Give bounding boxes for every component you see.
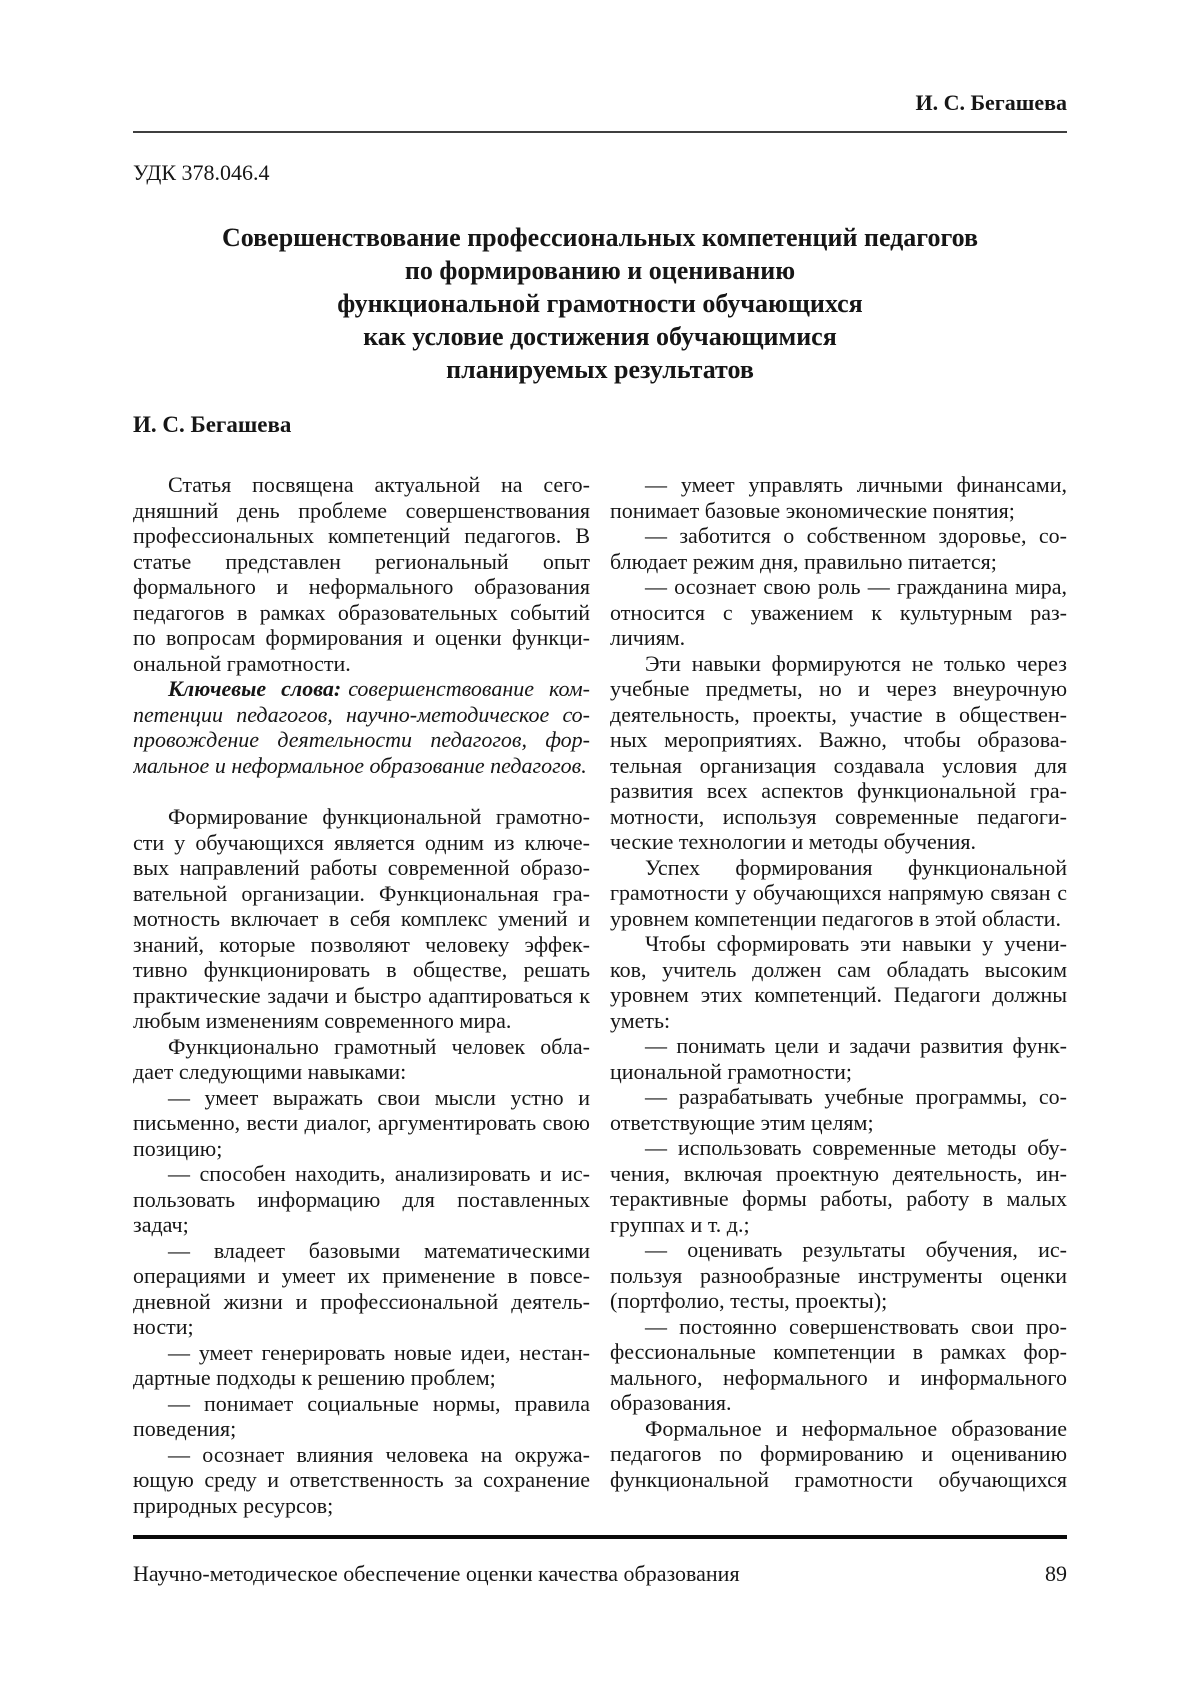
footer-journal-title: Научно-методическое обеспечение оценки качества образования [133,1561,740,1586]
header-rule [133,131,1067,133]
left-column [133,472,590,1530]
body-paragraph: Эти навыки формируются не только через учебные предметы, но и через внеурочную деятельность, проекты, участие в общественных мероприятиях. Важно, чтобы образовательная организация создавала условия для развития всех аспектов функциональной грамотности, используя современные педагогические технологии и методы обучения. [610,650,1067,854]
body-paragraph: Формирование функциональной грамотности у обучающихся является одним из ключевых направлений работы современной образовательной организации. Функциональная грамотность включает в себя комплекс умений и знаний, которые позволяют человеку эффективно функционировать в обществе, решать практические задачи и быстро адаптироваться к любым изменениям современного мира. [133,804,590,1033]
list-item: — способен находить, анализировать и использовать информацию для поставленных задач; [133,1161,590,1237]
author-name: И. С. Бегашева [133,412,292,437]
list-item: — использовать современные методы обучения, включая проектную деятельность, интерактивные формы работы, работу в малых группах и т. д.; [610,1135,1067,1237]
list-item: — постоянно совершенствовать свои профессиональные компетенции в рамках формального, неформального и информального образования. [610,1313,1067,1415]
title-line: планируемых результатов [446,355,754,384]
abstract-paragraph: Статья посвящена актуальной на сегодняшний день проблеме совершенствования профессиональных компетенций педагогов. В статье представлен региональный опыт формального и неформального образования педагогов в рамках образовательных событий по вопросам формирования и оценки функциональной грамотности. [133,472,590,676]
udc-code: УДК 378.046.4 [133,160,270,185]
body-paragraph: Успех формирования функциональной грамотности у обучающихся напрямую связан с уровнем компетенции педагогов в этой области. [610,854,1067,931]
list-item: — заботится о собственном здоровье, соблюдает режим дня, правильно питается; [610,523,1067,574]
footer-rule [133,1535,1067,1539]
title-line: функциональной грамотности обучающихся [337,289,863,318]
list-item: — осознает свою роль — гражданина мира, относится с уважением к культурным различиям. [610,574,1067,650]
list-item: — умеет генерировать новые идеи, нестандартные подходы к решению проблем; [133,1339,590,1390]
list-item: — понимает социальные нормы, правила поведения; [133,1390,590,1441]
title-line: Совершенствование профессиональных компетенций педагогов [221,223,979,252]
right-column [610,472,1067,1530]
list-item: — владеет базовыми математическими операциями и умеет их применение в повседневной жизни и профессиональной деятельности; [133,1237,590,1339]
footer [133,1561,1067,1587]
footer-page-number: 89 [1045,1561,1067,1586]
running-head-author: И. С. Бегашева [915,90,1067,115]
keywords-paragraph [133,676,590,778]
list-item: — оценивать результаты обучения, используя разнообразные инструменты оценки (портфолио, тесты, проекты); [610,1237,1067,1313]
article-title [133,221,1067,386]
title-line: по формированию и оцениванию [404,256,796,285]
title-line: как условие достижения обучающимися [363,322,837,351]
keywords-label: Ключевые слова: [168,676,342,701]
body-paragraph: Функционально грамотный человек обладает следующими навыками: [133,1033,590,1084]
list-item: — понимать цели и задачи развития функциональной грамотности; [610,1033,1067,1084]
list-item: — осознает влияния человека на окружающую среду и ответственность за сохранение природных ресурсов; [133,1441,590,1518]
list-item: — умеет управлять личными финансами, понимает базовые экономические понятия; [610,472,1067,523]
body-paragraph: Формальное и неформальное образование педагогов по формированию и оцениванию функциональной грамотности обучающихся [610,1415,1067,1492]
list-item: — умеет выражать свои мысли устно и письменно, вести диалог, аргументировать свою позицию; [133,1084,590,1161]
body-paragraph: Чтобы сформировать эти навыки у учеников, учитель должен сам обладать высоким уровнем этих компетенций. Педагоги должны уметь: [610,931,1067,1033]
list-item: — разрабатывать учебные программы, соответствующие этим целям; [610,1084,1067,1135]
keywords-text: совершенствование компетенции педагогов, научно-методическое сопровождение деятельности педагогов, формальное и неформальное образование педагогов. [133,676,590,778]
article-body [133,472,1067,1530]
